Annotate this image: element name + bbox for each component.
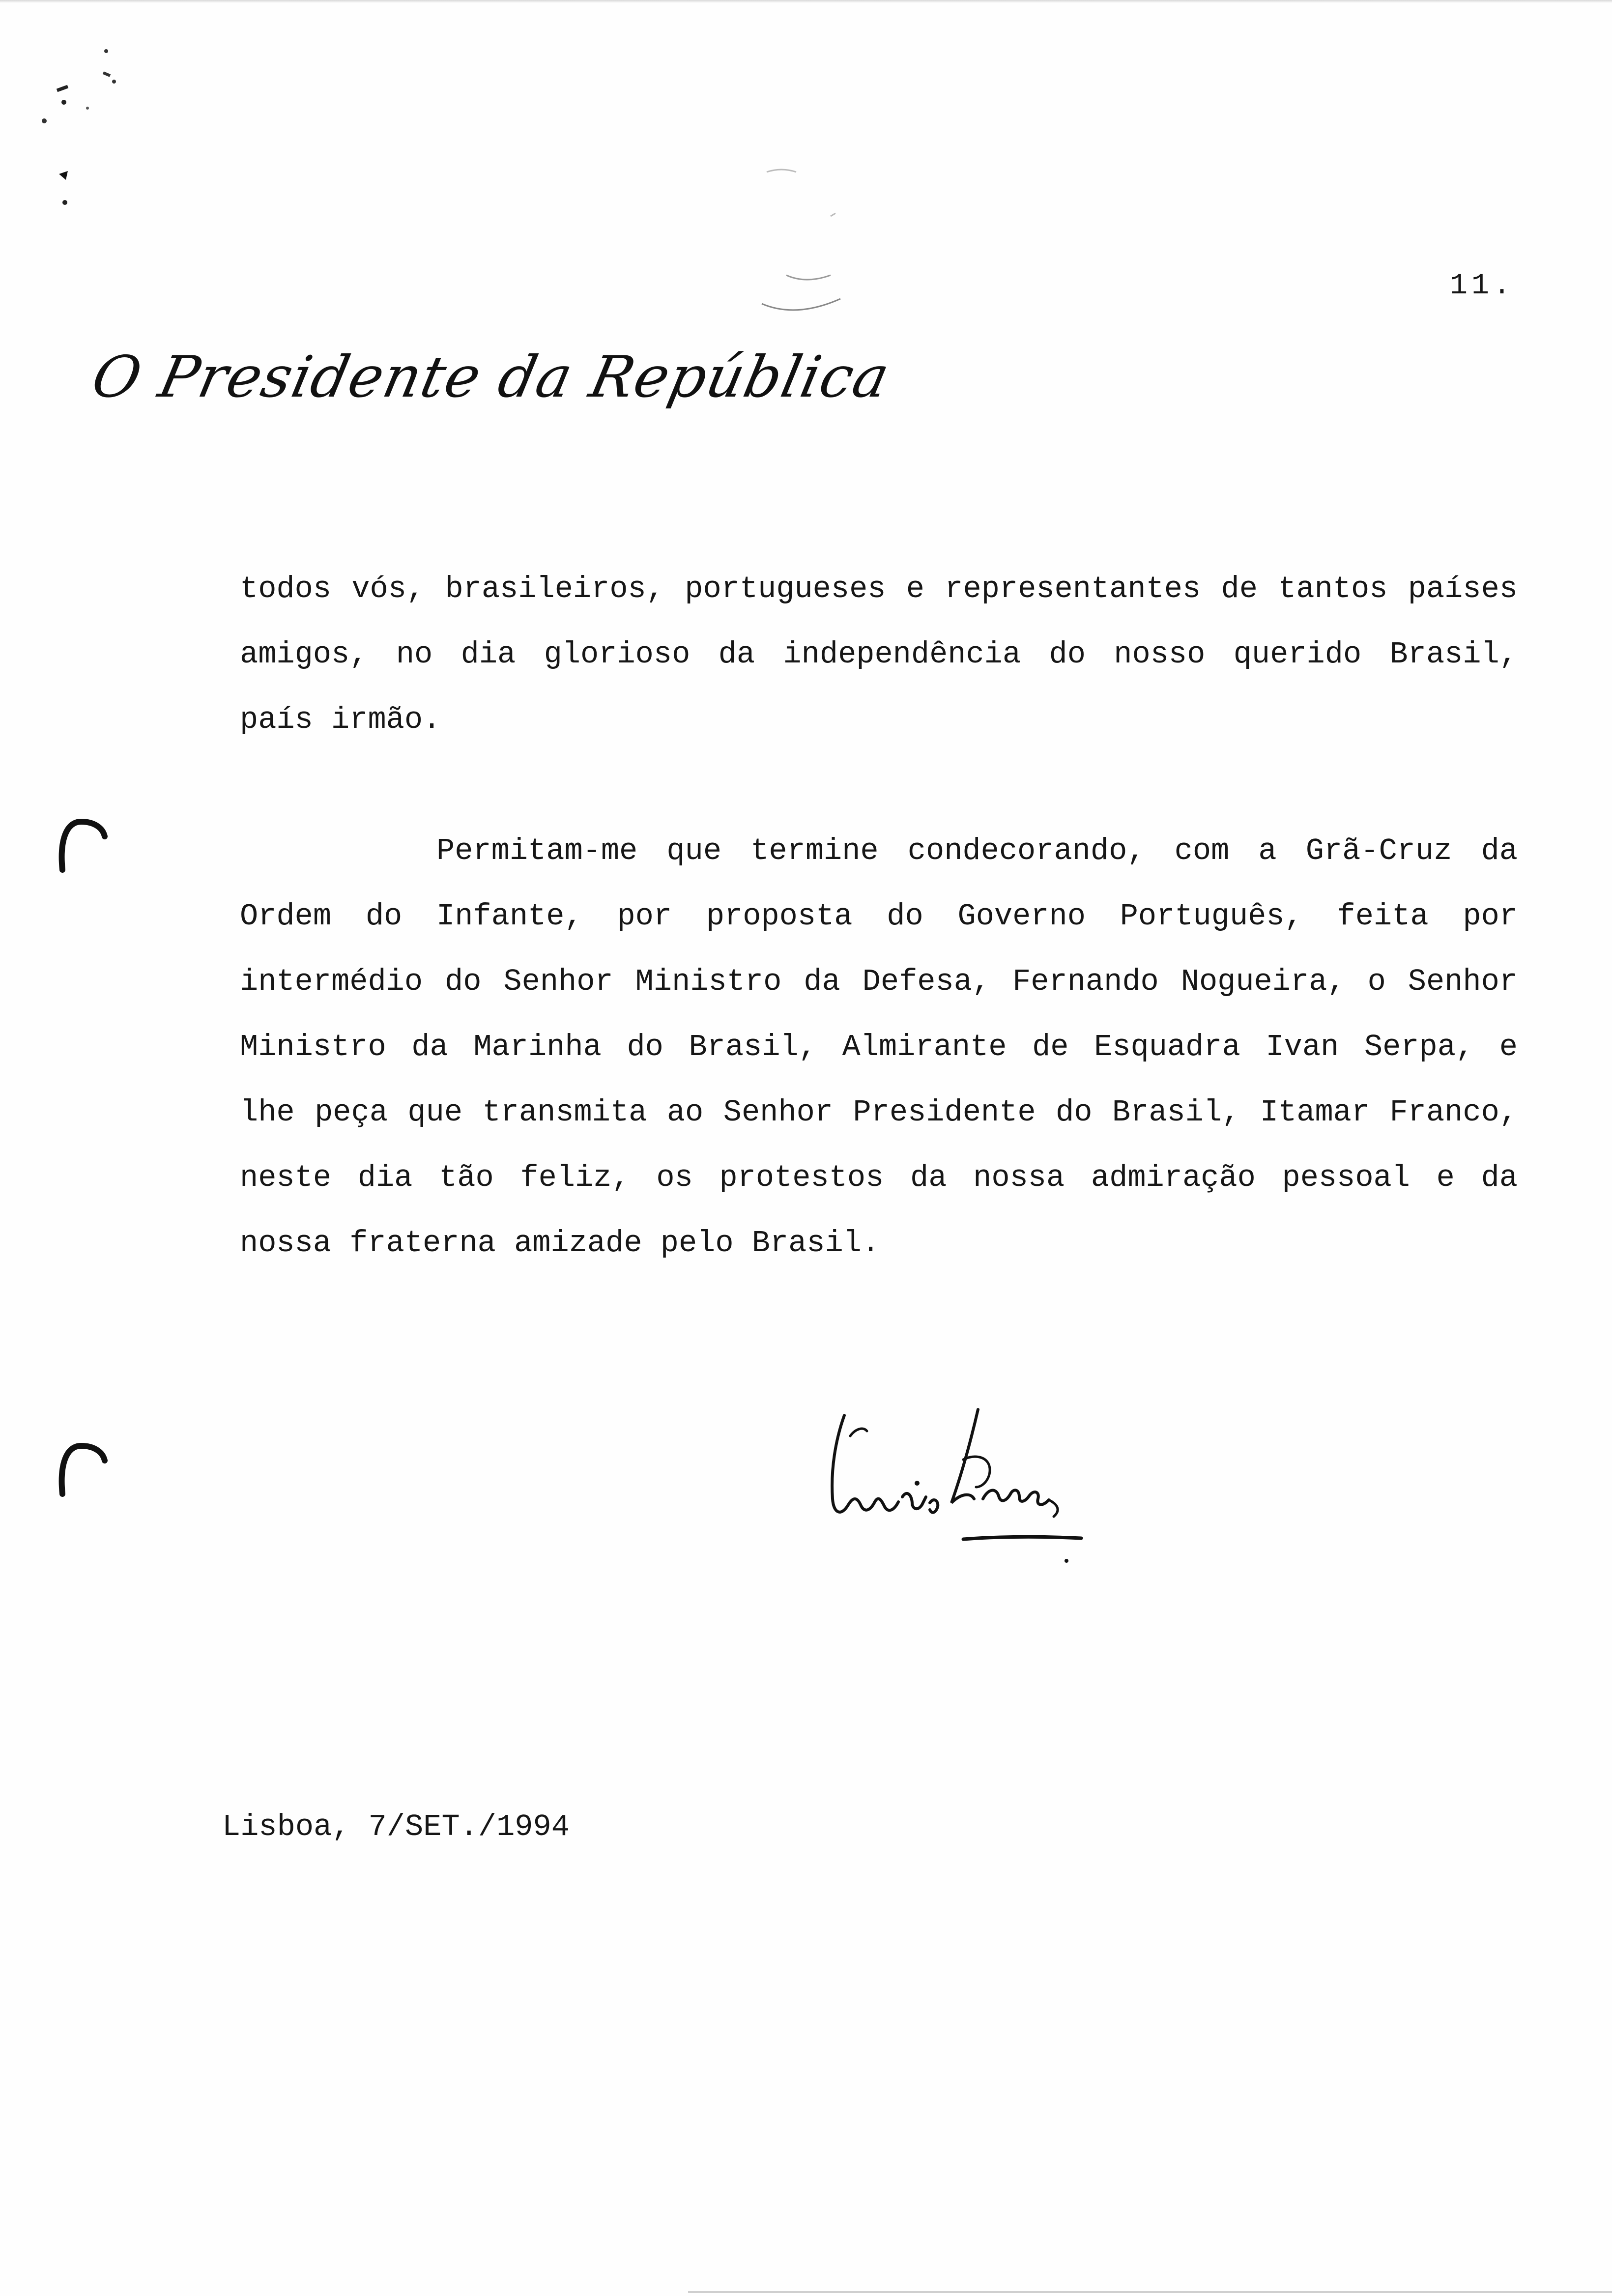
margin-dot bbox=[104, 49, 108, 53]
margin-marks bbox=[39, 39, 138, 226]
margin-dot bbox=[86, 107, 89, 110]
scan-bottom-edge bbox=[688, 2291, 1612, 2293]
margin-dot bbox=[112, 80, 116, 84]
scan-speck bbox=[757, 162, 855, 319]
margin-dot bbox=[62, 200, 67, 205]
scan-top-edge bbox=[0, 0, 1612, 3]
punch-hole-mark bbox=[57, 1435, 111, 1509]
body-paragraph-2: Permitam-me que termine condecorando, com a Grã-Cruz da Ordem do Infante, por proposta do Governo Português, feita por intermédio do Senhor Ministro da Defesa, Fernando Nogueira, o Senhor Ministro da Marinha do Brasil, Almirante de Esquadra Ivan Serpa, e lhe peça que transmita ao Senhor Presidente do Brasil, Itamar Franco, neste dia tão feliz, os protestos da nossa admiração pessoal e da nossa fraterna amizade pelo Brasil. bbox=[240, 833, 1518, 1261]
signature bbox=[816, 1401, 1091, 1578]
margin-dash bbox=[59, 171, 68, 180]
margin-dash bbox=[103, 73, 110, 76]
margin-dash bbox=[57, 86, 68, 90]
body-paragraph-1: todos vós, brasileiros, portugueses e representantes de tantos países amigos, no dia glorioso da independência do nosso querido Brasil, país irmão. bbox=[240, 572, 1518, 737]
margin-dot bbox=[61, 100, 66, 105]
page-number: 11. bbox=[1450, 269, 1515, 303]
punch-hole-mark bbox=[57, 811, 111, 885]
date-line: Lisboa, 7/SET./1994 bbox=[222, 1809, 570, 1844]
letterhead-title: O Presidente da República bbox=[86, 344, 896, 410]
margin-dot bbox=[42, 118, 47, 123]
